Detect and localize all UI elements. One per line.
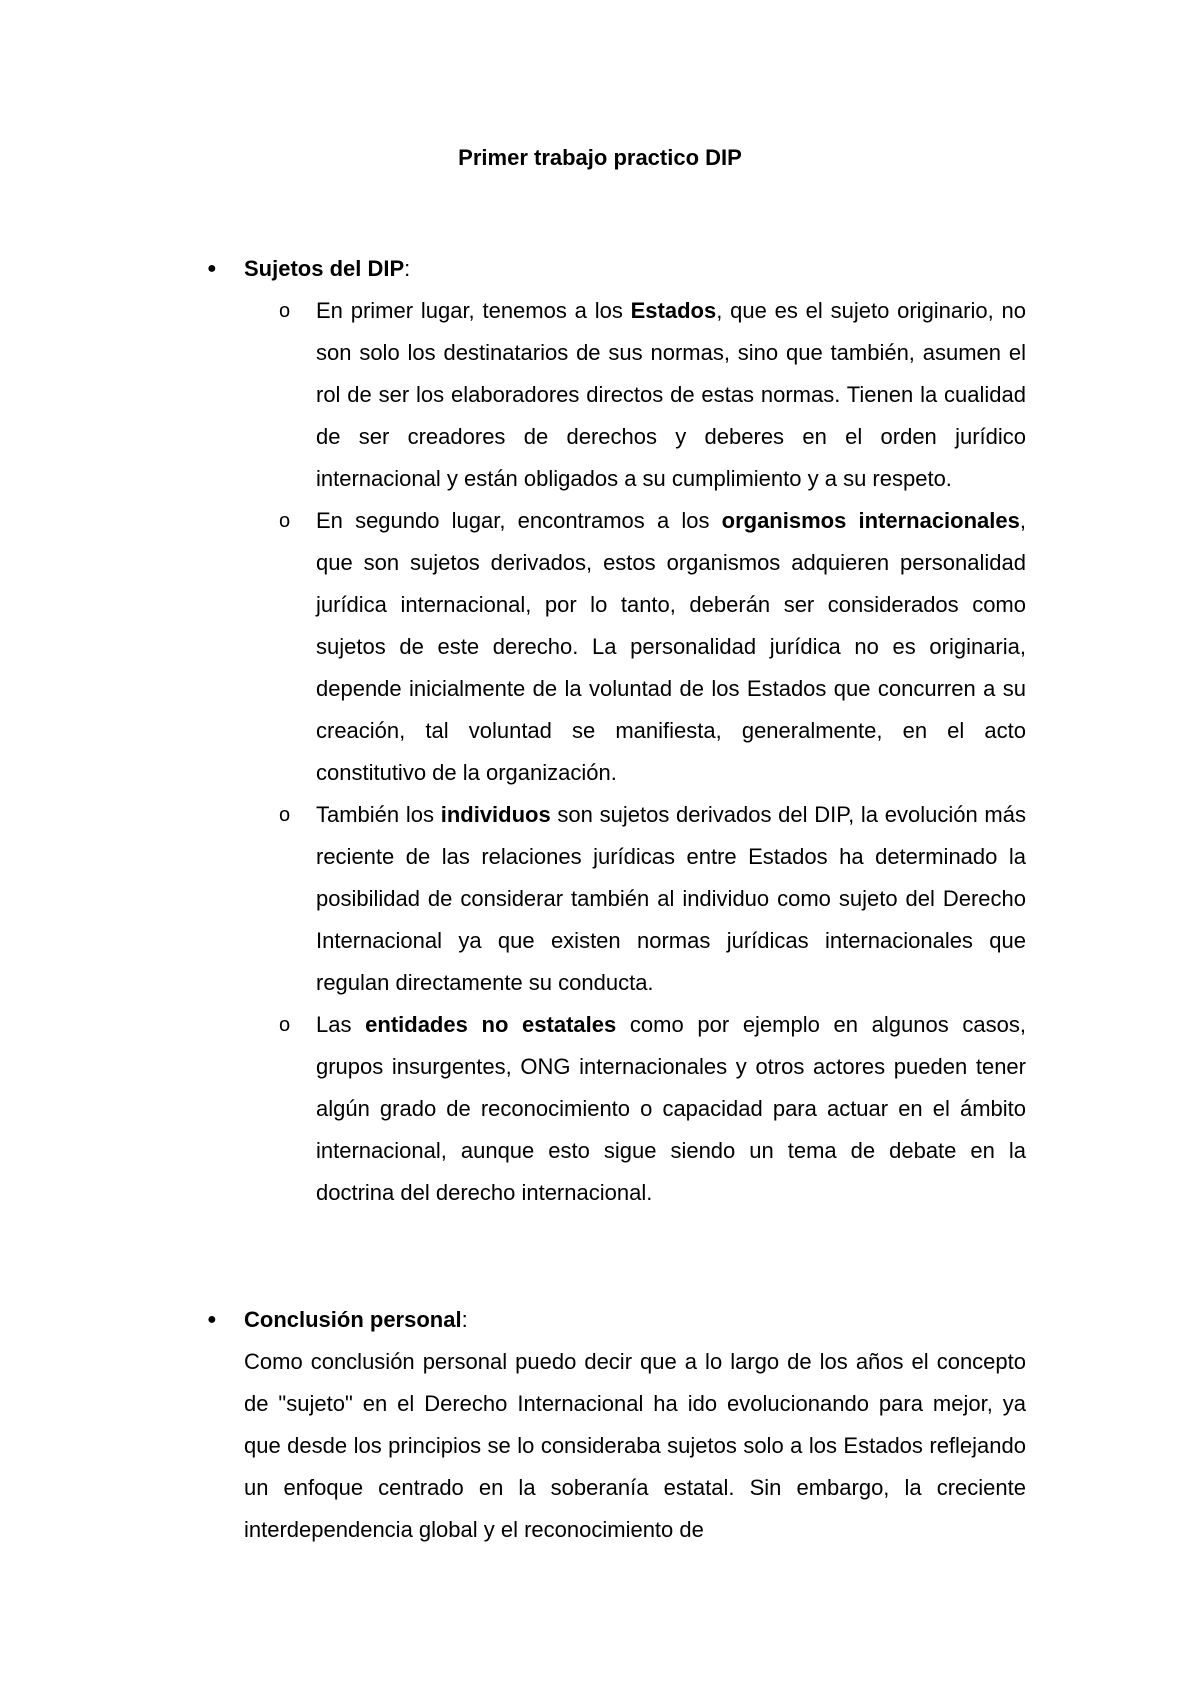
list-item-text: [316, 290, 1026, 500]
list-item-text: [316, 794, 1026, 1004]
bullet-icon: ●: [207, 260, 217, 277]
list-item: [0, 794, 1200, 1004]
item-text-post: , que es el sujeto originario, no son solo los destinatarios de sus normas, sino que también, asumen el rol de ser los elaboradores directos de estas normas. Tienen la cualidad de ser creadores de derechos y deberes en el orden jurídico internacional y están obligados a su cumplimiento y a su respeto.: [316, 298, 1026, 491]
item-text-bold: organismos internacionales: [721, 508, 1020, 533]
item-text-pre: En primer lugar, tenemos a los: [316, 298, 631, 323]
item-text-post: , que son sujetos derivados, estos organismos adquieren personalidad jurídica internacional, por lo tanto, deberán ser considerados como sujetos de este derecho. La personalidad jurídica no es originaria, depende inicialmente de la voluntad de los Estados que concurren a su creación, tal voluntad se manifiesta, generalmente, en el acto constitutivo de la organización.: [316, 508, 1026, 785]
item-text-bold: Estados: [630, 298, 717, 323]
circle-bullet-icon: o: [279, 1014, 291, 1036]
heading-colon: :: [461, 1307, 468, 1332]
heading-colon: :: [404, 256, 411, 281]
circle-bullet-icon: o: [279, 804, 291, 826]
item-text-post: son sujetos derivados del DIP, la evolución más reciente de las relaciones jurídicas entre Estados ha determinado la posibilidad de considerar también al individuo como sujeto del Derecho Internacional ya que existen normas jurídicas internacionales que regulan directamente su conducta.: [316, 802, 1026, 995]
list-item-text: [316, 500, 1026, 794]
document-title: Primer trabajo practico DIP: [458, 145, 742, 170]
section-heading: [244, 248, 410, 290]
list-item: [0, 500, 1200, 794]
list-item: [0, 1004, 1200, 1214]
item-text-pre: Las: [316, 1012, 366, 1037]
heading-text: Conclusión personal: [244, 1307, 462, 1332]
list-item-text: [316, 1004, 1026, 1214]
section-heading: [244, 1299, 468, 1341]
bullet-icon: ●: [207, 1311, 217, 1328]
item-text-bold: entidades no estatales: [365, 1012, 617, 1037]
item-text-pre: También los: [316, 802, 441, 827]
circle-bullet-icon: o: [279, 510, 291, 532]
circle-bullet-icon: o: [279, 300, 291, 322]
item-text-pre: En segundo lugar, encontramos a los: [316, 508, 722, 533]
heading-text: Sujetos del DIP: [244, 256, 405, 281]
conclusion-text: Como conclusión personal puedo decir que a lo largo de los años el concepto de "sujeto" en el Derecho Internacional ha ido evolucionando para mejor, ya que desde los principios se lo consideraba sujetos solo a los Estados reflejando un enfoque centrado en la soberanía estatal. Sin embargo, la creciente interdependencia global y el reconocimiento de: [244, 1349, 1026, 1542]
item-text-bold: individuos: [440, 802, 551, 827]
item-text-post: como por ejemplo en algunos casos, grupos insurgentes, ONG internacionales y otros actores pueden tener algún grado de reconocimiento o capacidad para actuar en el ámbito internacional, aunque esto sigue siendo un tema de debate en la doctrina del derecho internacional.: [316, 1012, 1026, 1205]
list-item: [0, 290, 1200, 500]
subject-list: [0, 290, 1200, 1214]
